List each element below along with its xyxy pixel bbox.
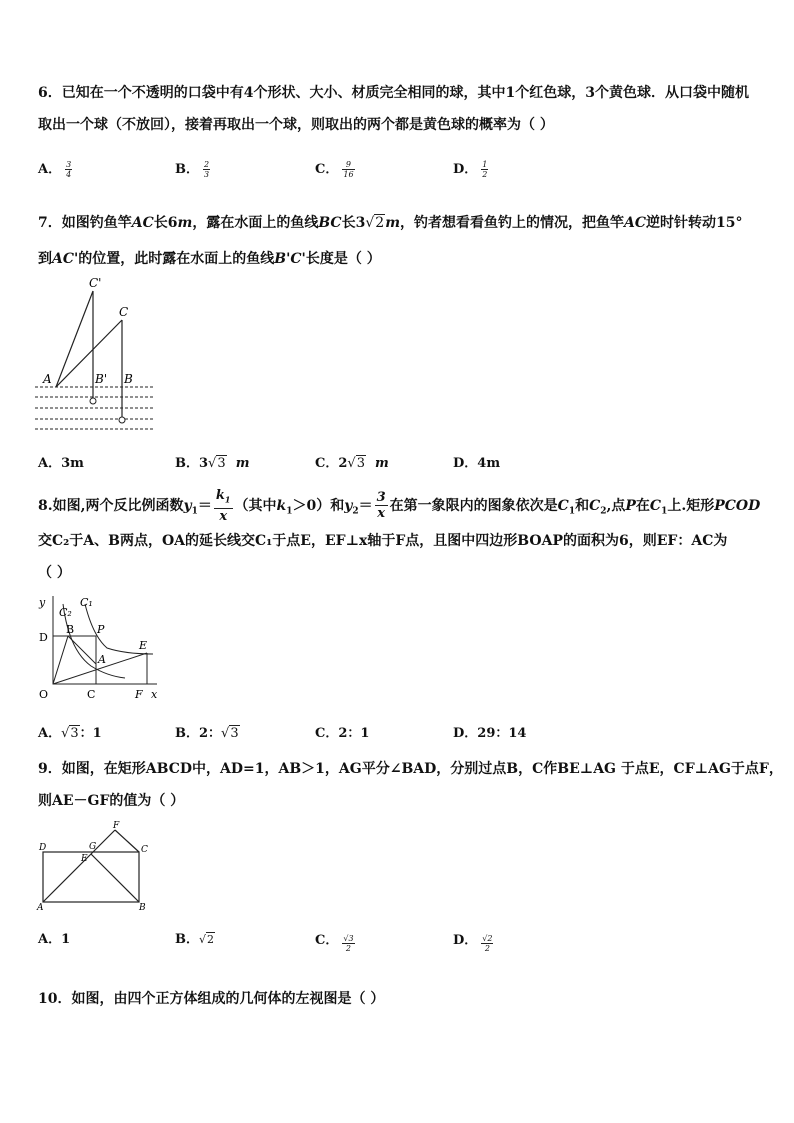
q8-option-c[interactable]: C．2：1	[315, 726, 370, 741]
q6-option-d[interactable]: D． $\frac{1}{2}$	[453, 160, 488, 179]
q8-hyperbola-figure	[35, 592, 165, 704]
label-d: D	[39, 843, 47, 853]
q6-option-c[interactable]: C． $\frac{9}{16}$	[315, 160, 354, 179]
label-a: A	[43, 372, 52, 386]
sqrt-expression: √3	[61, 726, 79, 741]
q6-stem-line2: 取出一个球（不放回），接着再取出一个球，则取出的两个都是黄色球的概率为（ ）	[38, 117, 554, 133]
fraction: $\frac{√2}{2}$	[482, 934, 493, 953]
label-c2: C₂	[59, 606, 72, 619]
rectangle-abcd	[43, 852, 139, 902]
label-a: A	[37, 903, 44, 913]
label-e: E	[139, 639, 148, 652]
label-b-prime: B'	[95, 372, 108, 386]
q7-option-d[interactable]: D．4m	[453, 456, 501, 471]
q7-option-c[interactable]: C．2√3 m	[315, 456, 389, 471]
label-c: C	[141, 845, 148, 855]
q10-stem-line1: 10．如图，由四个正方体组成的几何体的左视图是（ ）	[38, 991, 385, 1007]
q7-stem-line1: 7．如图钓鱼竿AC长6m，露在水面上的鱼线BC长3√2m，钓者想看看鱼钓上的情况，把鱼竿AC逆时针转动15°	[38, 215, 743, 231]
sqrt-expression: √3	[347, 456, 365, 471]
segment-ba	[68, 636, 96, 664]
q9-option-b[interactable]: B．√2	[175, 932, 215, 947]
q7-option-a[interactable]: A．3m	[38, 456, 84, 471]
label-d: D	[39, 631, 48, 644]
q9-option-c[interactable]: C． $\frac{√3}{2}$	[315, 933, 354, 953]
label-y: y	[39, 596, 46, 609]
label-b: B	[139, 903, 146, 913]
sqrt-expression: √3	[208, 456, 226, 471]
q8-option-b[interactable]: B．2：√3	[175, 726, 239, 741]
rod-ac	[56, 320, 122, 387]
fraction: $\frac{3}{x}$	[376, 490, 386, 522]
q8-stem-line2: 交C₂于A、B两点，OA的延长线交C₁于点E，EF⊥x轴于F点，且图中四边形BOAP的面积为6，则EF：AC为	[38, 533, 728, 549]
sqrt-expression: √2	[365, 215, 385, 231]
segment-be	[91, 854, 139, 902]
label-c: C	[119, 305, 129, 319]
q7-stem-line2: 到AC'的位置，此时露在水面上的鱼线B'C'长度是（ ）	[38, 251, 381, 267]
q9-option-d[interactable]: D． $\frac{√2}{2}$	[453, 933, 493, 953]
q8-stem-line3: （ ）	[38, 565, 71, 581]
q6-option-b[interactable]: B． $\frac{2}{3}$	[175, 160, 210, 179]
segment-ob	[53, 636, 68, 684]
q9-stem-line2: 则AE－GF的值为（ ）	[38, 793, 185, 809]
fraction: $\frac{9}{16}$	[343, 160, 354, 179]
label-x: x	[151, 688, 158, 701]
label-f: F	[135, 688, 143, 701]
label-c1: C₁	[80, 596, 93, 609]
q6-option-a[interactable]: A． $\frac{3}{4}$	[38, 160, 72, 179]
label-e: E	[81, 854, 88, 864]
hook	[119, 417, 125, 423]
q7-option-b[interactable]: B．3√3 m	[175, 456, 250, 471]
q8-option-a[interactable]: A．√3：1	[38, 726, 102, 741]
fraction: $\frac{√3}{2}$	[343, 934, 354, 953]
label-b: B	[124, 372, 133, 386]
label-a: A	[98, 653, 106, 666]
line-ag-extended	[43, 830, 115, 902]
segment-cf	[115, 830, 139, 852]
q8-option-d[interactable]: D．29：14	[453, 726, 527, 741]
q9-option-a[interactable]: A．1	[38, 932, 71, 947]
rod-ac-prime	[56, 291, 93, 387]
label-g: G	[89, 842, 97, 852]
q8-stem-line1: 8.如图,两个反比例函数$y_1=$ $\frac{k_1}{x}$ （其中$k_1>0$）和$y_2=$ $\frac{3}{x}$ 在第一象限内的图象依次是$C_1$和$C_2$,点P在$C_1$上.矩形PCOD	[38, 488, 761, 524]
label-c: C	[87, 688, 96, 701]
q6-stem-line1: 6．已知在一个不透明的口袋中有4个形状、大小、材质完全相同的球，其中1个红色球，3个黄色球．从口袋中随机	[38, 85, 749, 101]
label-b: B	[66, 623, 75, 636]
fraction: $\frac{1}{2}$	[482, 160, 488, 179]
label-c-prime: C'	[89, 276, 102, 290]
fraction: $\frac{2}{3}$	[204, 160, 210, 179]
fraction: $\frac{3}{4}$	[66, 160, 72, 179]
sqrt-expression: √2	[199, 933, 215, 946]
fraction: $\frac{k_1}{x}$	[215, 488, 231, 524]
label-f: F	[113, 821, 120, 831]
label-p: P	[97, 623, 105, 636]
q7-fishing-rod-figure	[35, 275, 160, 435]
q9-stem-line1: 9．如图，在矩形ABCD中，AD=1，AB＞1，AG平分∠BAD，分别过点B，C作BE⊥AG 于点E，CF⊥AG于点F，	[38, 761, 783, 777]
label-o: O	[39, 688, 49, 701]
hook	[90, 398, 96, 404]
q9-rectangle-figure	[35, 818, 155, 913]
sqrt-expression: √3	[221, 726, 239, 741]
